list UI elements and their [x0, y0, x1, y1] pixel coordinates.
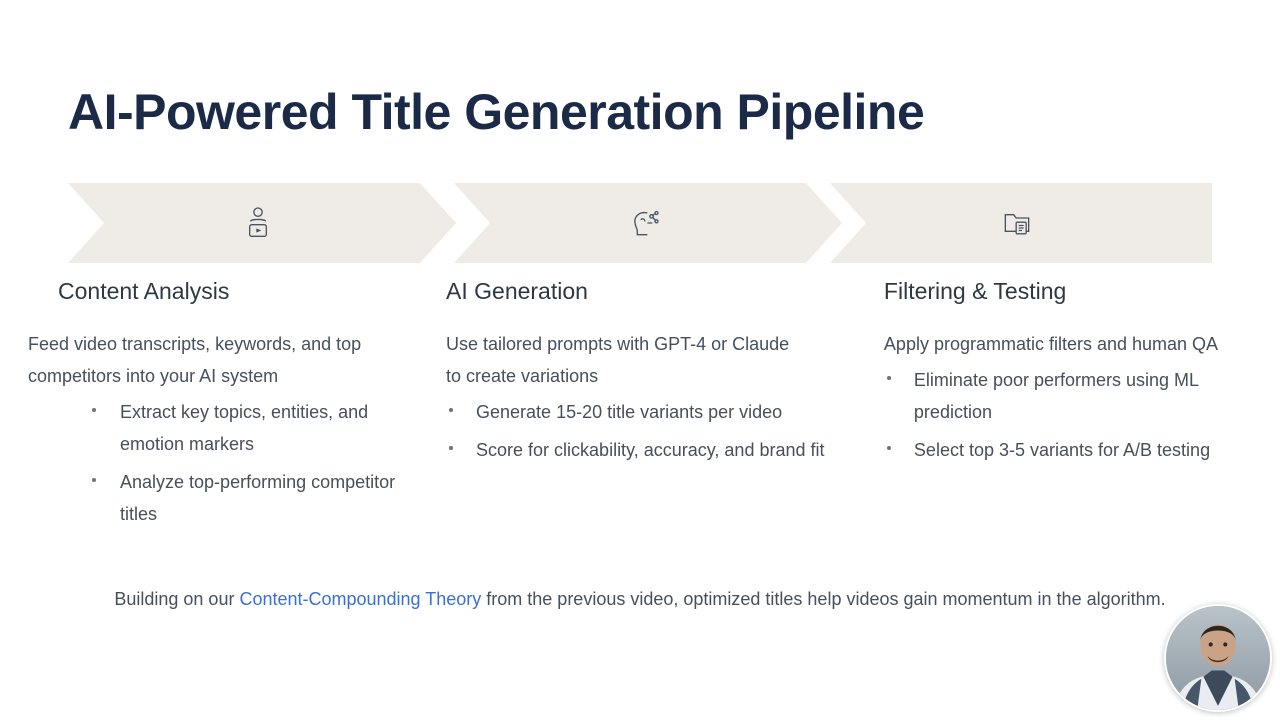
presenter-video-bubble	[1164, 604, 1272, 712]
pipeline-step-2-content	[446, 278, 844, 536]
bullet-dot-icon	[92, 478, 96, 482]
list-item	[884, 364, 1252, 428]
list-item-label: Analyze top-performing competitor titles	[120, 471, 396, 524]
page-title: AI-Powered Title Generation Pipeline	[68, 84, 925, 140]
step-3-heading: Filtering & Testing	[883, 278, 1067, 304]
footer-prefix: Building on our	[114, 589, 240, 609]
step-2-bullet-list	[446, 396, 844, 466]
list-item	[28, 396, 406, 460]
pipeline-chevron-band	[68, 183, 1212, 263]
list-item	[28, 466, 406, 530]
pipeline-step-3-content	[884, 278, 1252, 536]
pipeline-step-2-chevron	[454, 183, 842, 263]
step-3-bullet-list	[884, 364, 1252, 466]
ai-brain-icon	[624, 203, 664, 243]
pipeline-step-3-chevron	[830, 183, 1212, 263]
list-item	[446, 396, 844, 428]
step-2-heading: AI Generation	[446, 278, 588, 304]
pipeline-steps-columns	[28, 278, 1252, 536]
bullet-dot-icon	[887, 376, 891, 380]
list-item	[446, 434, 844, 466]
user-video-icon	[238, 203, 278, 243]
step-1-heading: Content Analysis	[58, 278, 230, 304]
list-item	[884, 434, 1252, 466]
list-item-label: Extract key topics, entities, and emotion markers	[120, 401, 369, 454]
list-item-label: Score for clickability, accuracy, and brand fit	[476, 439, 825, 460]
footer-note	[64, 583, 1216, 615]
step-2-description: Use tailored prompts with GPT-4 or Claude to create variations	[446, 333, 790, 386]
bullet-dot-icon	[92, 408, 96, 412]
bullet-dot-icon	[449, 446, 453, 450]
step-1-description: Feed video transcripts, keywords, and top competitors into your AI system	[28, 333, 362, 386]
step-3-description: Apply programmatic filters and human QA	[883, 333, 1219, 354]
folder-document-icon	[997, 203, 1037, 243]
bullet-dot-icon	[449, 408, 453, 412]
step-1-bullet-list	[28, 396, 406, 530]
bullet-dot-icon	[887, 446, 891, 450]
content-compounding-theory-link[interactable]: Content-Compounding Theory	[239, 589, 482, 609]
pipeline-step-1-chevron	[68, 183, 456, 263]
footer-suffix: from the previous video, optimized titles help videos gain momentum in the algorithm.	[481, 589, 1166, 609]
pipeline-step-1-content	[28, 278, 406, 536]
list-item-label: Generate 15-20 title variants per video	[476, 401, 783, 422]
list-item-label: Select top 3-5 variants for A/B testing	[913, 439, 1211, 460]
list-item-label: Eliminate poor performers using ML prediction	[913, 369, 1199, 422]
